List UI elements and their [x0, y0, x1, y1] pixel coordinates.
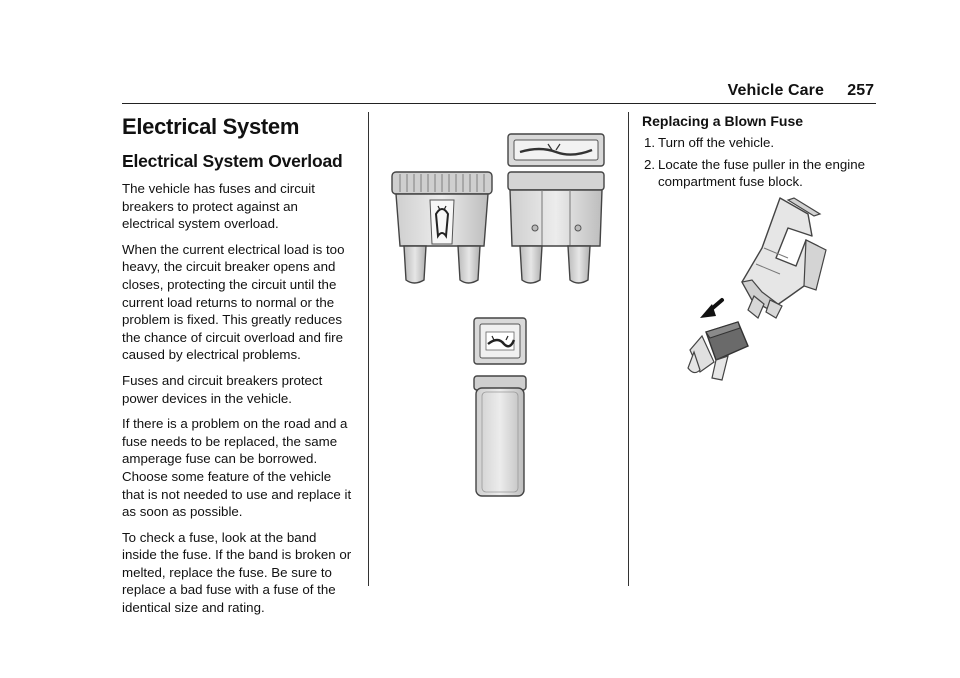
column-divider-left: [368, 112, 369, 586]
step-text: Locate the fuse puller in the engine compartment fuse block.: [658, 156, 865, 190]
down-left-arrow-icon: [700, 300, 722, 318]
paragraph: Fuses and circuit breakers protect power devices in the vehicle.: [122, 372, 323, 406]
step-number: 2.: [644, 156, 656, 172]
procedure-heading: Replacing a Blown Fuse: [642, 113, 804, 129]
section-subtitle: Electrical System Overload: [122, 151, 343, 171]
paragraph: When the current electrical load is too heavy, the circuit breaker opens and closes, protecting the circuit until the current load returns to normal or the problem is fixed. This greatly reduces the chance of circuit overload and fire caused by electrical problems.: [122, 241, 345, 363]
column-divider-right: [628, 112, 629, 586]
header-section-title: Vehicle Care: [727, 82, 824, 99]
maxi-fuse-side-view: [474, 376, 526, 496]
paragraph: The vehicle has fuses and circuit breakers to protect against an electrical system overload.: [122, 181, 315, 232]
list-item: [642, 134, 882, 152]
step-number: 1.: [644, 135, 656, 150]
paragraph: If there is a problem on the road and a fuse needs to be replaced, the same amperage fuse can be borrowed. Choose some feature of the vehicle that is not needed to use and replace it as soon as possible.: [122, 416, 352, 520]
maxi-fuse-top-view: [474, 318, 526, 364]
right-column: [642, 112, 882, 195]
fuse-side-view-good: [392, 172, 492, 283]
mini-fuse-dark: [688, 322, 748, 380]
section-title: Electrical System: [122, 114, 300, 139]
fuse-puller: [742, 198, 826, 318]
page-number: 257: [847, 82, 874, 99]
running-header: [122, 82, 876, 104]
header-rule: [122, 103, 876, 104]
steps-list: [642, 134, 882, 191]
left-column: [122, 112, 354, 625]
list-item: [642, 156, 882, 191]
fuse-front-view: [508, 172, 604, 283]
step-text: Turn off the vehicle.: [658, 135, 775, 150]
fuse-top-view: [508, 134, 604, 166]
paragraph: To check a fuse, look at the band inside the fuse. If the band is broken or melted, replace the fuse. Be sure to replace a bad fuse with a fuse of the identical size and rating.: [122, 529, 352, 616]
